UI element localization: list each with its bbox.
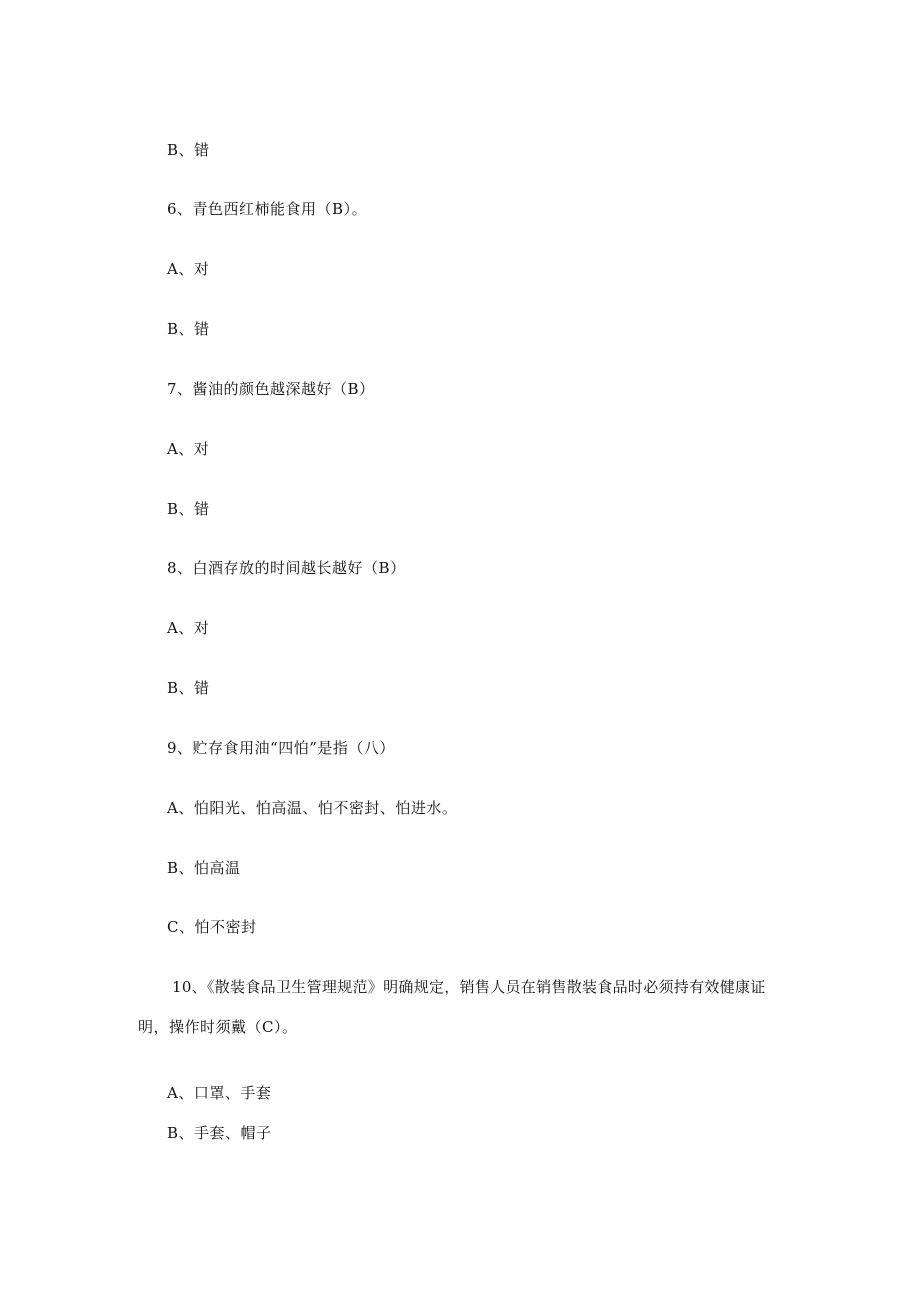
q10-question-line1: 10、《散装食品卫生管理规范》明确规定，销售人员在销售散装食品时必须持有效健康证 [172, 978, 766, 996]
q6-option-a: A、对 [167, 260, 210, 278]
q9-option-b: B、怕高温 [167, 859, 241, 877]
q9-option-a: A、怕阳光、怕高温、怕不密封、怕进水。 [167, 799, 458, 817]
q9-question: 9、贮存食用油“四怕”是指（八） [167, 739, 395, 757]
q7-option-a: A、对 [167, 440, 210, 458]
q5-option-b: B、错 [167, 141, 210, 159]
q7-question: 7、酱油的颜色越深越好（B） [167, 380, 375, 398]
q6-question: 6、青色西红柿能食用（B）。 [167, 200, 368, 218]
q8-option-b: B、错 [167, 679, 210, 697]
q10-option-a: A、口罩、手套 [167, 1084, 272, 1102]
q8-question: 8、白酒存放的时间越长越好（B） [167, 559, 406, 577]
q9-option-c: C、怕不密封 [167, 918, 257, 936]
q7-option-b: B、错 [167, 500, 210, 518]
q8-option-a: A、对 [167, 619, 210, 637]
q6-option-b: B、错 [167, 320, 210, 338]
q10-question-line2: 明，操作时须戴（C）。 [138, 1018, 298, 1036]
q10-option-b: B、手套、帽子 [167, 1124, 272, 1142]
